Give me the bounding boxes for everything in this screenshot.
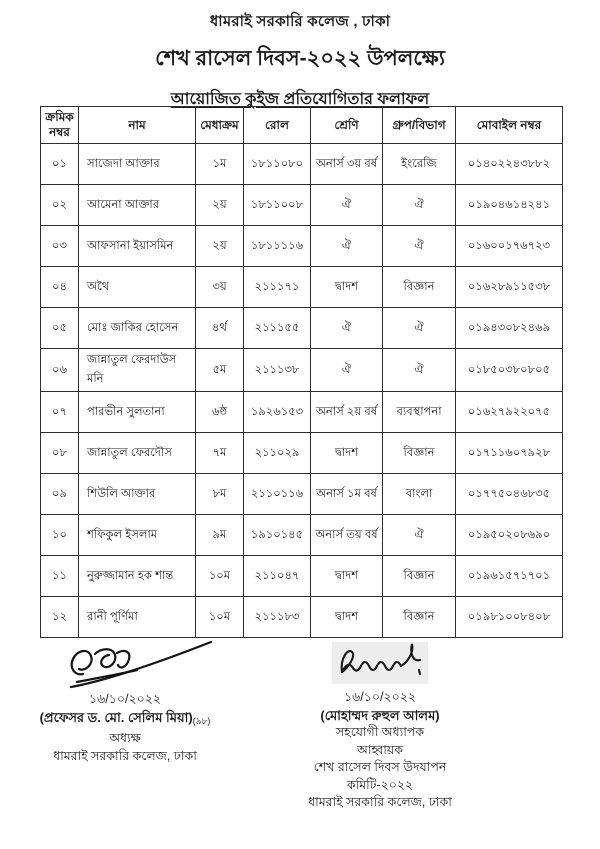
cell-merit: ১০ম <box>196 597 244 638</box>
cell-merit: ১ম <box>196 144 244 185</box>
cell-name: শিউলি আক্তার <box>79 474 196 515</box>
cell-merit: ৭ম <box>196 433 244 474</box>
cell-roll: ১৮১১১১৬ <box>244 226 311 267</box>
cell-group: ঐ <box>383 185 456 226</box>
results-table <box>40 106 563 638</box>
cell-class: দ্বাদশ <box>311 433 383 474</box>
convener-signature-icon <box>280 638 480 688</box>
cell-roll: ২১১১৫৫ <box>244 308 311 349</box>
convener-name: (মোহাম্মদ রুহুল আলম) <box>320 707 440 723</box>
cell-group: ঐ <box>383 226 456 267</box>
cell-name: জান্নাতুল ফেরদৌস <box>79 433 196 474</box>
cell-serial: ০৬ <box>41 349 79 392</box>
cell-mobile: ০১৯০৪৬১৪২৪১ <box>456 185 563 226</box>
cell-name: মোঃ জাকির হোসেন <box>79 308 196 349</box>
table-row <box>41 515 563 556</box>
principal-signature-block <box>25 638 225 765</box>
cell-group: বিজ্ঞান <box>383 597 456 638</box>
column-header-merit: মেধাক্রম <box>196 107 244 144</box>
cell-name: আমেনা আক্তার <box>79 185 196 226</box>
principal-name <box>25 709 225 731</box>
principal-sign-date: ১৬/১০/২০২২ <box>89 692 161 706</box>
cell-roll: ১৮১১০৮০ <box>244 144 311 185</box>
cell-name: শফিকুল ইসলাম <box>79 515 196 556</box>
table-row <box>41 597 563 638</box>
document-header <box>0 10 600 113</box>
cell-roll: ১৯২৬১৫৩ <box>244 392 311 433</box>
principal-name-suffix: (৯৮) <box>192 715 211 726</box>
table-row <box>41 267 563 308</box>
cell-name: জান্নাতুল ফেরদাউস মনি <box>79 349 196 392</box>
cell-name: রানী পূর্ণিমা <box>79 597 196 638</box>
cell-roll: ২১১০৪৭ <box>244 556 311 597</box>
principal-org: ধামরাই সরকারি কলেজ, ঢাকা <box>53 748 197 763</box>
cell-serial: ১০ <box>41 515 79 556</box>
cell-name: পারভীন সুলতানা <box>79 392 196 433</box>
column-header-name: নাম <box>79 107 196 144</box>
college-name: ধামরাই সরকারি কলেজ , ঢাকা <box>209 13 391 30</box>
principal-name-text: (প্রফেসর ড. মো. সেলিম মিয়া) <box>39 709 193 725</box>
cell-roll: ২১১১৮৩ <box>244 597 311 638</box>
cell-mobile: ০১৯৪৩০৮২৪৬৯ <box>456 308 563 349</box>
cell-class: অনার্স ১ম বর্ষ <box>311 474 383 515</box>
cell-class: দ্বাদশ <box>311 267 383 308</box>
cell-merit: ২য় <box>196 185 244 226</box>
principal-signature-art <box>25 638 225 690</box>
cell-merit: ১০ম <box>196 556 244 597</box>
cell-group: বিজ্ঞান <box>383 267 456 308</box>
table-row <box>41 474 563 515</box>
table-row <box>41 144 563 185</box>
cell-serial: ০৭ <box>41 392 79 433</box>
table-row <box>41 433 563 474</box>
cell-mobile: ০১৯৫০২০৮৬৯০ <box>456 515 563 556</box>
cell-class: অনার্স তয় বর্ষ <box>311 515 383 556</box>
convener-sign-date: ১৬/১০/২০২২ <box>344 690 416 704</box>
cell-group: বিজ্ঞান <box>383 433 456 474</box>
cell-mobile: ০১৯৮১০০৮৪০৮ <box>456 597 563 638</box>
cell-class: দ্বাদশ <box>311 556 383 597</box>
cell-mobile: ০১৮৫০৩৮০৮০৫ <box>456 349 563 392</box>
convener-role: আহ্বায়ক <box>357 742 403 757</box>
cell-class: ঐ <box>311 349 383 392</box>
cell-class: ঐ <box>311 226 383 267</box>
cell-serial: ০৮ <box>41 433 79 474</box>
convener-designation: সহযোগী অধ্যাপক <box>335 725 425 739</box>
cell-group: ঐ <box>383 308 456 349</box>
cell-mobile: ০১৬০০১৭৬৭২৩ <box>456 226 563 267</box>
cell-roll: ২১১১৩৮ <box>244 349 311 392</box>
cell-serial: ০৯ <box>41 474 79 515</box>
cell-serial: ১২ <box>41 597 79 638</box>
cell-class: অনার্স ৩য় বর্ষ <box>311 144 383 185</box>
cell-group: বিজ্ঞান <box>383 556 456 597</box>
table-row <box>41 185 563 226</box>
convener-signature-art <box>280 638 480 688</box>
cell-mobile: ০১৪০২২৪৩৮৮২ <box>456 144 563 185</box>
cell-mobile: ০১৯৬১৫৭১৭০১ <box>456 556 563 597</box>
cell-roll: ২১১০১১৬ <box>244 474 311 515</box>
cell-mobile: ০১৬২৭৯২২০৭৫ <box>456 392 563 433</box>
cell-class: দ্বাদশ <box>311 597 383 638</box>
cell-merit: ৬ষ্ঠ <box>196 392 244 433</box>
cell-serial: ০৫ <box>41 308 79 349</box>
cell-merit: ৯ম <box>196 515 244 556</box>
cell-mobile: ০১৬২৮৯১১৫৩৮ <box>456 267 563 308</box>
cell-serial: ১১ <box>41 556 79 597</box>
page-title: শেখ রাসেল দিবস-২০২২ উপলক্ষ্যে <box>155 47 445 70</box>
cell-class: ঐ <box>311 308 383 349</box>
cell-serial: ০৪ <box>41 267 79 308</box>
table-row <box>41 308 563 349</box>
cell-group: বাংলা <box>383 474 456 515</box>
cell-name: আফসানা ইয়াসমিন <box>79 226 196 267</box>
cell-group: ঐ <box>383 349 456 392</box>
principal-designation: অধ্যক্ষ <box>109 731 141 745</box>
cell-roll: ১৯১০১৪৫ <box>244 515 311 556</box>
cell-group: ইংরেজি <box>383 144 456 185</box>
cell-merit: ৫ম <box>196 349 244 392</box>
table-row <box>41 349 563 392</box>
column-header-roll: রোল <box>244 107 311 144</box>
table-row <box>41 226 563 267</box>
table-header-row <box>41 107 563 144</box>
principal-signature-icon <box>25 638 225 690</box>
convener-signature-block <box>280 638 480 812</box>
cell-group: ব্যবস্থাপনা <box>383 392 456 433</box>
cell-merit: ৮ম <box>196 474 244 515</box>
page-subtitle: আয়োজিত কুইজ প্রতিযোগিতার ফলাফল <box>170 91 430 108</box>
cell-serial: ০৩ <box>41 226 79 267</box>
convener-committee: শেখ রাসেল দিবস উদযাপন কমিটি-২০২২ <box>313 760 447 792</box>
cell-roll: ১৮১১০০৮ <box>244 185 311 226</box>
cell-name: অথৈ <box>79 267 196 308</box>
cell-roll: ২১১০২৯ <box>244 433 311 474</box>
cell-merit: ৩য় <box>196 267 244 308</box>
table-row <box>41 556 563 597</box>
convener-org: ধামরাই সরকারি কলেজ, ঢাকা <box>308 795 452 809</box>
column-header-class: শ্রেণি <box>311 107 383 144</box>
cell-mobile: ০১৭১১৬০৭৯২৮ <box>456 433 563 474</box>
cell-name: সাজেদা আক্তার <box>79 144 196 185</box>
cell-merit: ৪র্থ <box>196 308 244 349</box>
column-header-mobile: মোবাইল নম্বর <box>456 107 563 144</box>
cell-merit: ২য় <box>196 226 244 267</box>
cell-group: ঐ <box>383 515 456 556</box>
table-body <box>41 144 563 638</box>
cell-roll: ২১১১৭১ <box>244 267 311 308</box>
cell-class: অনার্স ২য় বর্ষ <box>311 392 383 433</box>
column-header-group: গ্রুপ/বিভাগ <box>383 107 456 144</box>
cell-serial: ০২ <box>41 185 79 226</box>
table-row <box>41 392 563 433</box>
cell-name: নুরুজ্জামান হক শান্ত <box>79 556 196 597</box>
column-header-serial: ক্রমিক নম্বর <box>41 107 79 144</box>
cell-mobile: ০১৭৭৫০৪৬৮৩৫ <box>456 474 563 515</box>
cell-class: ঐ <box>311 185 383 226</box>
cell-serial: ০১ <box>41 144 79 185</box>
